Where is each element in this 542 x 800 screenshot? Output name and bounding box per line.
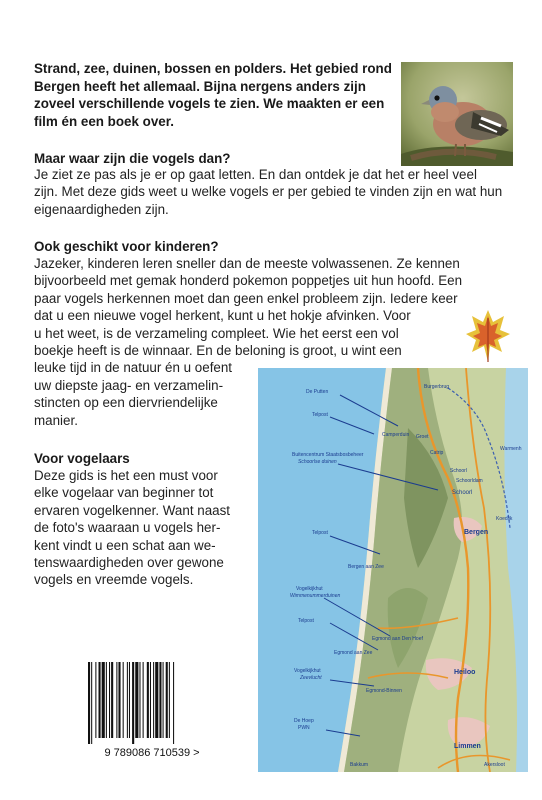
- barcode-bar: [123, 662, 124, 738]
- barcode-bar: [139, 662, 140, 738]
- paragraph-where-birds: Je ziet ze pas als je er op gaat letten. En dan ontdek je dat het er heel veel zijn. Met deze gids weet u welke vogels er per gebied te vinden zijn en wat hun eigenaardigheden zijn.: [34, 167, 503, 217]
- autumn-leaf-illustration: [466, 306, 510, 366]
- map-callout: Telpost: [298, 618, 314, 624]
- text-line: stincten op een diervriendelijke: [34, 395, 218, 411]
- map-place: Camperduin: [382, 432, 410, 438]
- map-place: Egmond aan Zee: [334, 650, 373, 656]
- barcode-bar: [118, 662, 120, 738]
- map-place: Schoorl: [452, 490, 473, 496]
- map-place: Heiloo: [454, 669, 476, 676]
- map-place: Koedijk: [496, 516, 513, 522]
- heading-for-birders: Voor vogelaars: [34, 451, 130, 466]
- map-place: Catrip: [430, 450, 444, 456]
- barcode-bar: [143, 662, 144, 738]
- barcode-bar: [116, 662, 117, 738]
- map-place: Warmenh: [500, 446, 522, 452]
- map-place: Groet: [416, 434, 429, 440]
- text-line: Jazeker, kinderen leren sneller dan de meeste volwassenen. Ze kennen: [34, 256, 460, 271]
- text-line: kent vindt u een schat aan we-: [34, 537, 216, 553]
- text-line: dat u een nieuwe vogel herkent, kunt u het hokje afvinken. Voor: [34, 308, 411, 324]
- barcode-bar: [169, 662, 170, 738]
- isbn-digits: 9 789086 710539 >: [104, 747, 200, 758]
- text-line: uw diepste jaag- en verzamelin-: [34, 377, 224, 393]
- map-callout: De Putten: [306, 389, 329, 395]
- text-line: leuke tijd in de natuur én u oefent: [34, 360, 233, 376]
- text-line: de foto's waaraan u vogels her-: [34, 520, 221, 536]
- map-callout: Vogelkijkhut: [294, 668, 321, 674]
- map-callout: Zeevlucht: [300, 675, 322, 681]
- heading-where-birds: Maar waar zijn die vogels dan?: [34, 151, 231, 166]
- heading-for-children: Ook geschikt voor kinderen?: [34, 239, 219, 254]
- map-place: Schoorldam: [456, 478, 483, 484]
- text-line: manier.: [34, 412, 78, 428]
- barcode-bar: [129, 662, 130, 738]
- map-place: Akersloot: [484, 762, 505, 768]
- isbn-barcode: [82, 662, 222, 758]
- barcode-bar: [88, 662, 90, 744]
- intro-paragraph: Strand, zee, duinen, bossen en polders. Het gebied rond Bergen heeft het allemaal. Bijna nergens anders zijn zoveel verschillende vogels te zien. We maakten er een film én een boek over.: [34, 61, 392, 129]
- barcode-bar: [102, 662, 105, 738]
- text-line: elke vogelaar van beginner tot: [34, 485, 214, 501]
- barcode-bar: [135, 662, 138, 738]
- barcode-bar: [91, 662, 92, 744]
- map-callout: Buitencentrum Staatsbosbeheer: [292, 452, 364, 458]
- map-callout: Telpost: [312, 530, 328, 536]
- barcode-bar: [173, 662, 174, 744]
- chaffinch-photo: [401, 62, 513, 166]
- barcode-bar: [150, 662, 151, 738]
- map-place: Egmond-Binnen: [366, 688, 402, 694]
- barcode-bar: [106, 662, 107, 738]
- barcode-bar: [95, 662, 96, 738]
- text-line: boekje heeft is de winnaar. En de beloning is groot, u wint een: [34, 343, 402, 359]
- text-line: vogels en vreemde vogels.: [34, 572, 194, 588]
- map-callout: PWN: [298, 725, 310, 731]
- paragraph-for-birders: [34, 467, 264, 589]
- text-line: u het weet, is de verzameling compleet. Wie het eerst een vol: [34, 325, 399, 341]
- map-place: Limmen: [454, 743, 481, 750]
- text-line: bijvoorbeeld met gemak honderd pokemon poppetjes uit hun hoofd. Een: [34, 273, 463, 289]
- map-place: Burgerbrug: [424, 384, 450, 390]
- text-line: tenswaardigheden over gewone: [34, 555, 224, 571]
- map-callout: Vogelkijkhut: [296, 586, 323, 592]
- map-place: Bergen aan Zee: [348, 564, 384, 570]
- barcode-bar: [111, 662, 113, 738]
- barcode-bar: [153, 662, 154, 738]
- barcode-bar: [132, 662, 134, 744]
- text-line: ervaren vogelkenner. Want naast: [34, 502, 231, 518]
- map-place: Bakkum: [350, 762, 369, 768]
- barcode-bar: [166, 662, 168, 738]
- barcode-bar: [159, 662, 161, 738]
- map-place: Egmond aan Den Hoef: [372, 636, 423, 642]
- map-callout: De Hoep: [294, 718, 314, 724]
- barcode-bar: [163, 662, 164, 738]
- barcode-bar: [127, 662, 128, 738]
- area-map: [258, 368, 528, 772]
- map-place: Bergen: [464, 529, 489, 536]
- barcode-bar: [109, 662, 110, 738]
- map-callout: Schoorlse duinen: [298, 459, 337, 465]
- barcode-bar: [155, 662, 158, 738]
- barcode-bar: [99, 662, 101, 738]
- map-callout: Wimmenummerduinen: [290, 593, 341, 599]
- text-line: paar vogels herkennen moet dan geen enkel probleem zijn. Iedere keer: [34, 290, 458, 306]
- map-place: Schoorl: [450, 468, 467, 474]
- barcode-bar: [147, 662, 149, 738]
- map-callout: Telpost: [312, 412, 328, 418]
- text-line: Deze gids is het een must voor: [34, 468, 218, 483]
